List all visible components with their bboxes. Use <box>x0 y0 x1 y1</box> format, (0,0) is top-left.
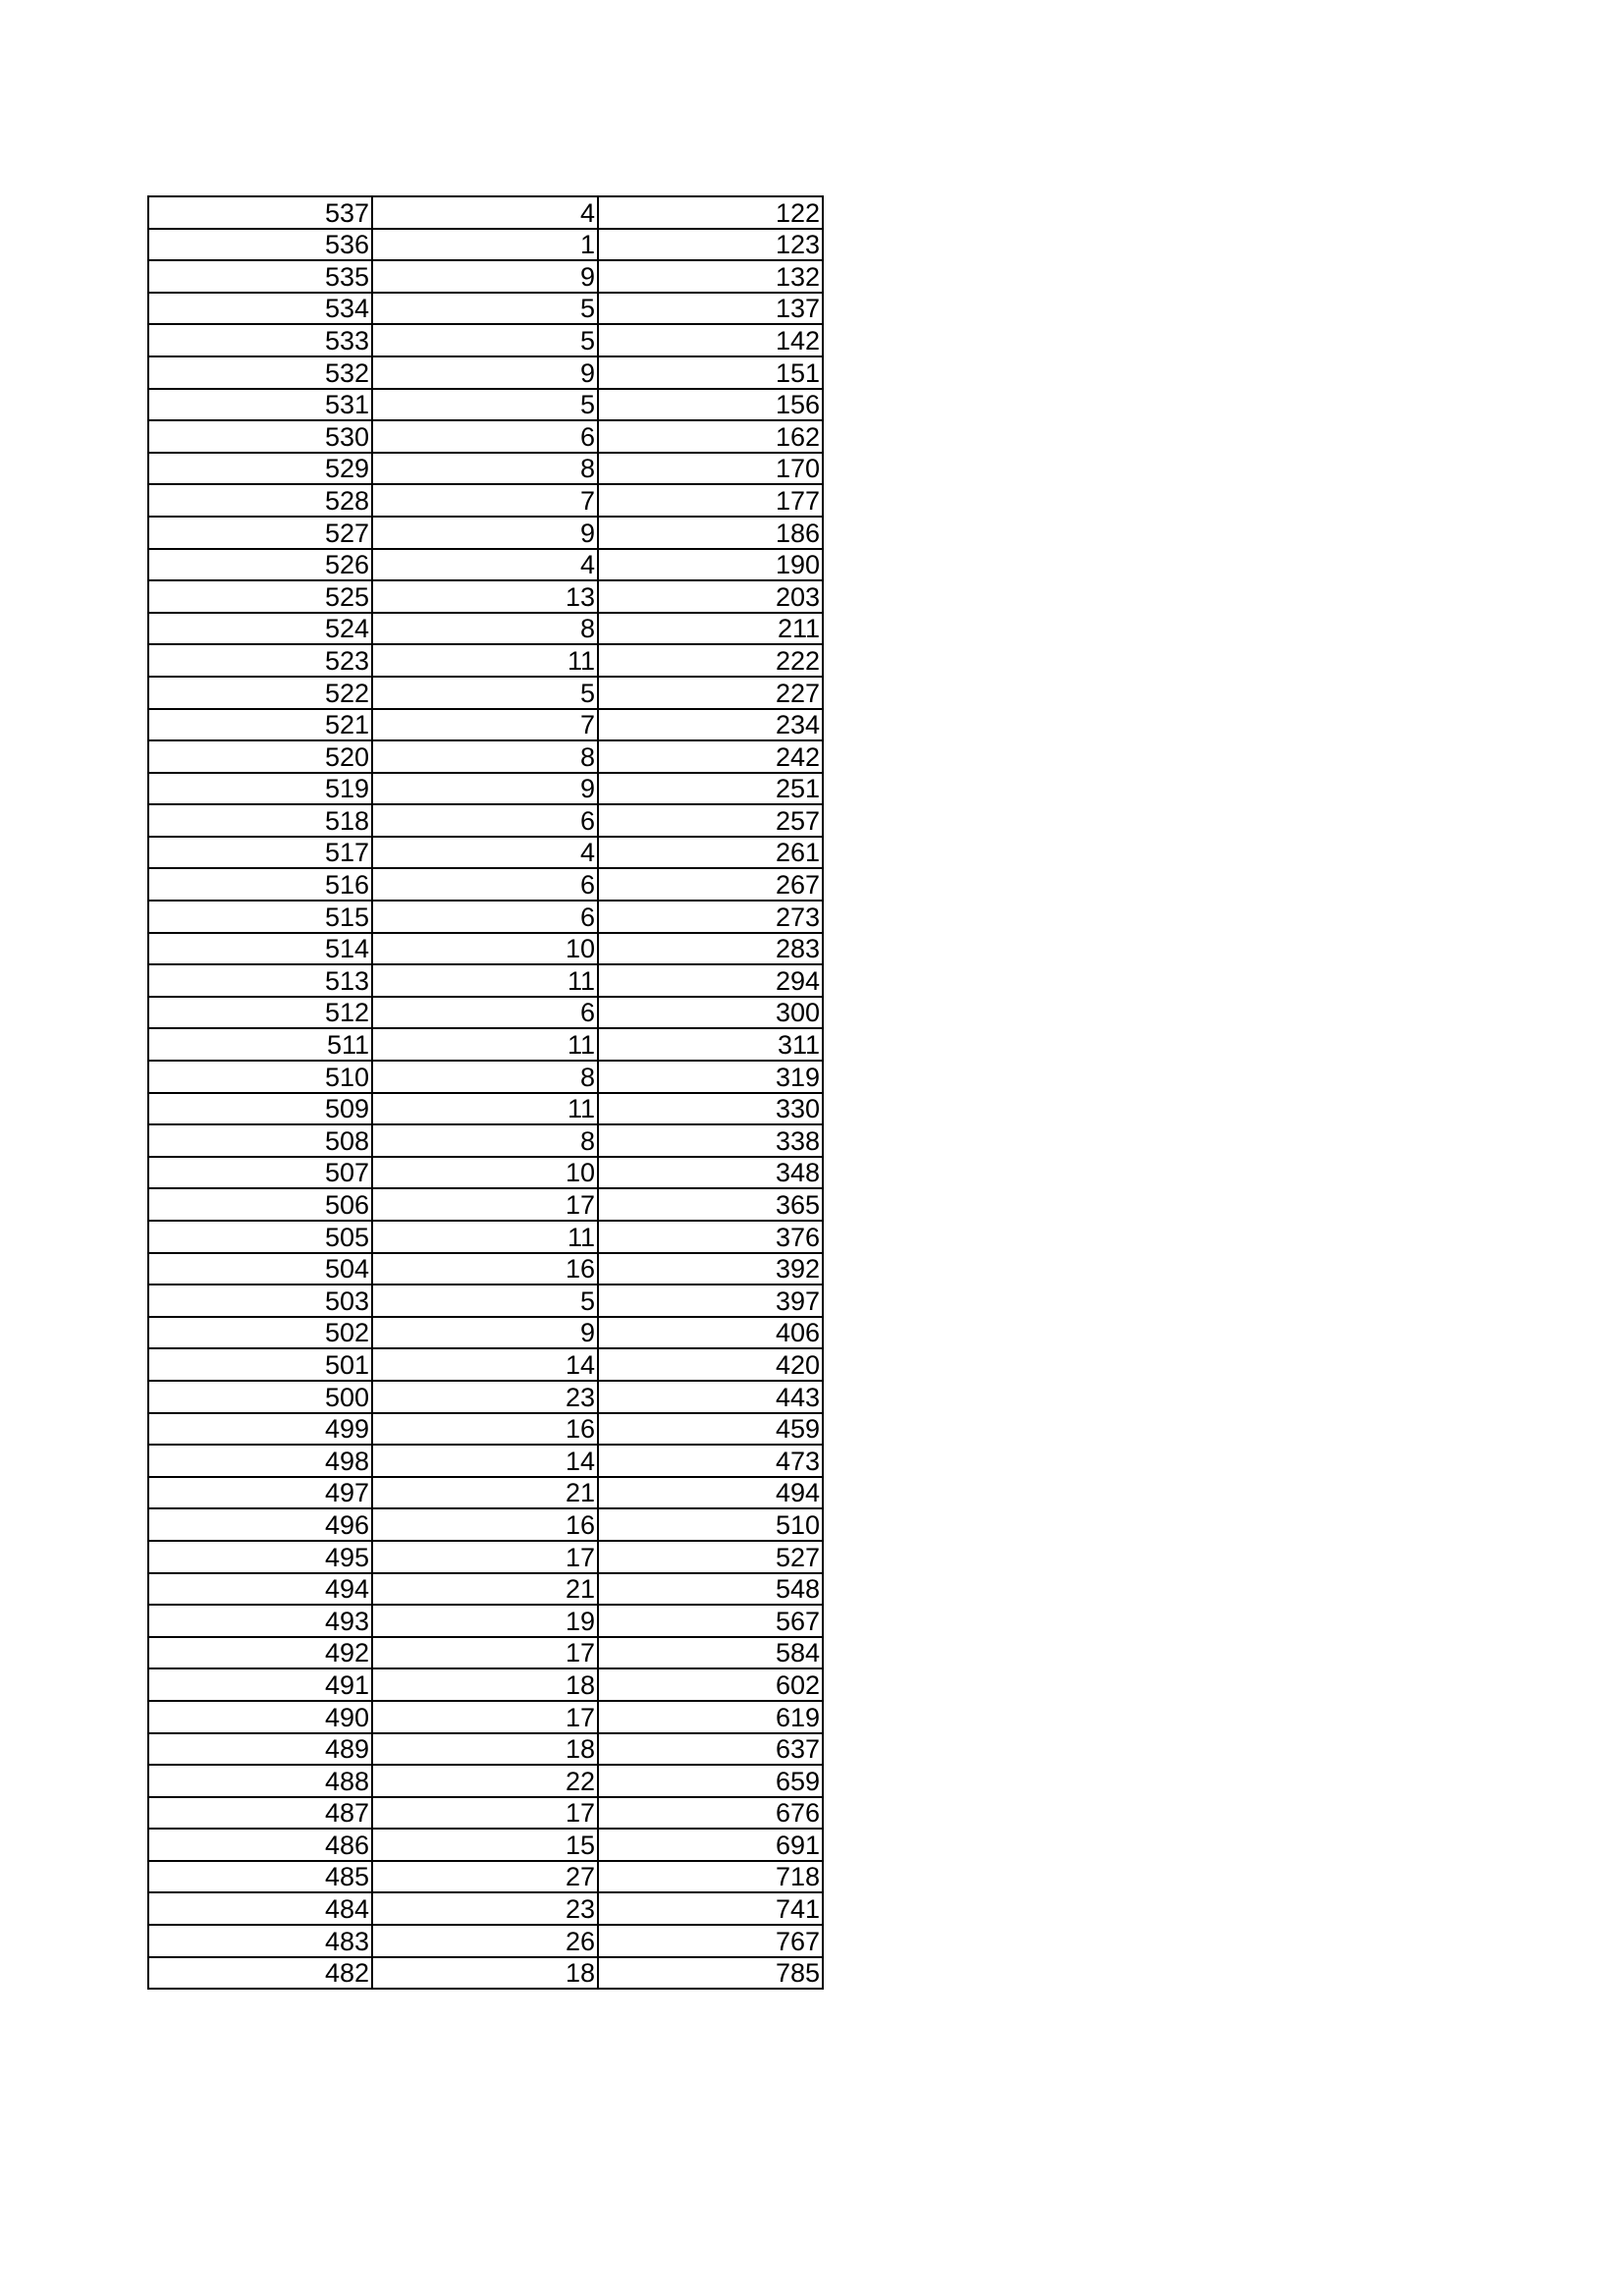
table-row <box>148 196 823 229</box>
score-cell: 502 <box>148 1317 372 1349</box>
score-cell: 501 <box>148 1348 372 1381</box>
table-row <box>148 1765 823 1797</box>
score-cell: 524 <box>148 613 372 645</box>
cumulative-cell: 186 <box>598 517 823 549</box>
count-cell: 5 <box>372 389 598 421</box>
count-cell: 27 <box>372 1861 598 1893</box>
cumulative-cell: 222 <box>598 644 823 677</box>
cumulative-cell: 376 <box>598 1221 823 1253</box>
cumulative-cell: 142 <box>598 324 823 356</box>
score-cell: 522 <box>148 677 372 709</box>
count-cell: 11 <box>372 1221 598 1253</box>
table-row <box>148 1605 823 1637</box>
table-row <box>148 1348 823 1381</box>
table-row <box>148 1829 823 1861</box>
score-cell: 510 <box>148 1061 372 1093</box>
score-cell: 483 <box>148 1925 372 1957</box>
table-row <box>148 1253 823 1285</box>
table-row <box>148 484 823 517</box>
table-row <box>148 837 823 869</box>
cumulative-cell: 659 <box>598 1765 823 1797</box>
count-cell: 17 <box>372 1797 598 1830</box>
cumulative-cell: 156 <box>598 389 823 421</box>
spreadsheet-page <box>147 195 824 1990</box>
score-cell: 523 <box>148 644 372 677</box>
table-row <box>148 1061 823 1093</box>
count-cell: 6 <box>372 804 598 837</box>
table-row <box>148 1093 823 1125</box>
score-cell: 504 <box>148 1253 372 1285</box>
count-cell: 18 <box>372 1668 598 1701</box>
count-cell: 17 <box>372 1637 598 1669</box>
cumulative-cell: 691 <box>598 1829 823 1861</box>
count-cell: 8 <box>372 453 598 485</box>
cumulative-cell: 190 <box>598 549 823 581</box>
count-cell: 15 <box>372 1829 598 1861</box>
table-row <box>148 1157 823 1189</box>
cumulative-cell: 227 <box>598 677 823 709</box>
score-cell: 496 <box>148 1508 372 1541</box>
cumulative-cell: 294 <box>598 964 823 997</box>
cumulative-cell: 348 <box>598 1157 823 1189</box>
table-row <box>148 1668 823 1701</box>
table-row <box>148 933 823 965</box>
cumulative-cell: 619 <box>598 1701 823 1733</box>
score-cell: 520 <box>148 740 372 773</box>
cumulative-cell: 338 <box>598 1124 823 1157</box>
score-cell: 535 <box>148 260 372 293</box>
table-row <box>148 580 823 613</box>
score-cell: 532 <box>148 356 372 389</box>
count-cell: 9 <box>372 773 598 805</box>
count-cell: 9 <box>372 356 598 389</box>
cumulative-cell: 767 <box>598 1925 823 1957</box>
cumulative-cell: 151 <box>598 356 823 389</box>
score-cell: 513 <box>148 964 372 997</box>
score-cell: 482 <box>148 1957 372 1990</box>
score-cell: 528 <box>148 484 372 517</box>
table-row <box>148 644 823 677</box>
table-row <box>148 613 823 645</box>
table-row <box>148 740 823 773</box>
cumulative-cell: 251 <box>598 773 823 805</box>
score-cell: 507 <box>148 1157 372 1189</box>
score-cell: 517 <box>148 837 372 869</box>
count-cell: 9 <box>372 1317 598 1349</box>
table-row <box>148 420 823 453</box>
count-cell: 5 <box>372 324 598 356</box>
cumulative-cell: 122 <box>598 196 823 229</box>
score-cell: 512 <box>148 997 372 1029</box>
table-row <box>148 1573 823 1606</box>
score-cell: 498 <box>148 1445 372 1477</box>
cumulative-cell: 392 <box>598 1253 823 1285</box>
cumulative-cell: 283 <box>598 933 823 965</box>
table-row <box>148 517 823 549</box>
score-cell: 503 <box>148 1285 372 1317</box>
score-cell: 491 <box>148 1668 372 1701</box>
score-cell: 533 <box>148 324 372 356</box>
score-cell: 493 <box>148 1605 372 1637</box>
score-cell: 515 <box>148 901 372 933</box>
table-row <box>148 324 823 356</box>
cumulative-cell: 718 <box>598 1861 823 1893</box>
score-cell: 495 <box>148 1541 372 1573</box>
count-cell: 19 <box>372 1605 598 1637</box>
count-cell: 14 <box>372 1445 598 1477</box>
cumulative-cell: 584 <box>598 1637 823 1669</box>
count-cell: 9 <box>372 517 598 549</box>
score-cell: 492 <box>148 1637 372 1669</box>
score-cell: 506 <box>148 1188 372 1221</box>
cumulative-cell: 132 <box>598 260 823 293</box>
cumulative-cell: 177 <box>598 484 823 517</box>
table-row <box>148 868 823 901</box>
score-cell: 494 <box>148 1573 372 1606</box>
count-cell: 26 <box>372 1925 598 1957</box>
score-cell: 500 <box>148 1381 372 1413</box>
table-row <box>148 1733 823 1766</box>
table-row <box>148 1413 823 1446</box>
table-body <box>148 196 823 1989</box>
score-cell: 526 <box>148 549 372 581</box>
table-row <box>148 1508 823 1541</box>
count-cell: 11 <box>372 644 598 677</box>
score-cell: 509 <box>148 1093 372 1125</box>
cumulative-cell: 676 <box>598 1797 823 1830</box>
count-cell: 6 <box>372 420 598 453</box>
table-row <box>148 260 823 293</box>
count-cell: 5 <box>372 1285 598 1317</box>
cumulative-cell: 261 <box>598 837 823 869</box>
table-row <box>148 1477 823 1509</box>
table-row <box>148 453 823 485</box>
score-cell: 527 <box>148 517 372 549</box>
count-cell: 14 <box>372 1348 598 1381</box>
table-row <box>148 293 823 325</box>
cumulative-cell: 637 <box>598 1733 823 1766</box>
cumulative-cell: 527 <box>598 1541 823 1573</box>
cumulative-cell: 257 <box>598 804 823 837</box>
cumulative-cell: 170 <box>598 453 823 485</box>
count-cell: 11 <box>372 1093 598 1125</box>
table-row <box>148 709 823 741</box>
cumulative-cell: 420 <box>598 1348 823 1381</box>
table-row <box>148 901 823 933</box>
score-cell: 518 <box>148 804 372 837</box>
data-table <box>147 195 824 1990</box>
count-cell: 16 <box>372 1253 598 1285</box>
cumulative-cell: 443 <box>598 1381 823 1413</box>
count-cell: 18 <box>372 1733 598 1766</box>
table-row <box>148 804 823 837</box>
table-row <box>148 1221 823 1253</box>
cumulative-cell: 473 <box>598 1445 823 1477</box>
score-cell: 497 <box>148 1477 372 1509</box>
count-cell: 16 <box>372 1413 598 1446</box>
score-cell: 531 <box>148 389 372 421</box>
cumulative-cell: 319 <box>598 1061 823 1093</box>
score-cell: 521 <box>148 709 372 741</box>
table-row <box>148 1028 823 1061</box>
score-cell: 490 <box>148 1701 372 1733</box>
cumulative-cell: 211 <box>598 613 823 645</box>
count-cell: 23 <box>372 1892 598 1925</box>
cumulative-cell: 602 <box>598 1668 823 1701</box>
score-cell: 514 <box>148 933 372 965</box>
cumulative-cell: 459 <box>598 1413 823 1446</box>
cumulative-cell: 494 <box>598 1477 823 1509</box>
count-cell: 10 <box>372 1157 598 1189</box>
count-cell: 13 <box>372 580 598 613</box>
count-cell: 8 <box>372 1061 598 1093</box>
count-cell: 6 <box>372 868 598 901</box>
count-cell: 10 <box>372 933 598 965</box>
table-row <box>148 1637 823 1669</box>
cumulative-cell: 203 <box>598 580 823 613</box>
score-cell: 487 <box>148 1797 372 1830</box>
table-row <box>148 1317 823 1349</box>
count-cell: 4 <box>372 549 598 581</box>
score-cell: 488 <box>148 1765 372 1797</box>
cumulative-cell: 330 <box>598 1093 823 1125</box>
cumulative-cell: 510 <box>598 1508 823 1541</box>
score-cell: 529 <box>148 453 372 485</box>
table-row <box>148 356 823 389</box>
score-cell: 537 <box>148 196 372 229</box>
score-cell: 534 <box>148 293 372 325</box>
table-row <box>148 549 823 581</box>
score-cell: 505 <box>148 1221 372 1253</box>
count-cell: 7 <box>372 709 598 741</box>
table-row <box>148 229 823 261</box>
table-row <box>148 964 823 997</box>
score-cell: 508 <box>148 1124 372 1157</box>
cumulative-cell: 365 <box>598 1188 823 1221</box>
score-cell: 536 <box>148 229 372 261</box>
cumulative-cell: 242 <box>598 740 823 773</box>
score-cell: 511 <box>148 1028 372 1061</box>
count-cell: 11 <box>372 964 598 997</box>
table-row <box>148 1188 823 1221</box>
table-row <box>148 1925 823 1957</box>
count-cell: 5 <box>372 293 598 325</box>
count-cell: 17 <box>372 1541 598 1573</box>
count-cell: 7 <box>372 484 598 517</box>
table-row <box>148 389 823 421</box>
cumulative-cell: 234 <box>598 709 823 741</box>
score-cell: 530 <box>148 420 372 453</box>
score-cell: 485 <box>148 1861 372 1893</box>
count-cell: 9 <box>372 260 598 293</box>
table-row <box>148 1285 823 1317</box>
cumulative-cell: 567 <box>598 1605 823 1637</box>
count-cell: 1 <box>372 229 598 261</box>
count-cell: 21 <box>372 1477 598 1509</box>
count-cell: 23 <box>372 1381 598 1413</box>
table-row <box>148 1861 823 1893</box>
count-cell: 17 <box>372 1188 598 1221</box>
table-row <box>148 1541 823 1573</box>
count-cell: 8 <box>372 1124 598 1157</box>
table-row <box>148 1797 823 1830</box>
score-cell: 499 <box>148 1413 372 1446</box>
count-cell: 22 <box>372 1765 598 1797</box>
count-cell: 21 <box>372 1573 598 1606</box>
count-cell: 6 <box>372 901 598 933</box>
score-cell: 486 <box>148 1829 372 1861</box>
count-cell: 11 <box>372 1028 598 1061</box>
cumulative-cell: 137 <box>598 293 823 325</box>
score-cell: 484 <box>148 1892 372 1925</box>
table-row <box>148 1957 823 1990</box>
cumulative-cell: 273 <box>598 901 823 933</box>
table-row <box>148 1381 823 1413</box>
count-cell: 18 <box>372 1957 598 1990</box>
count-cell: 17 <box>372 1701 598 1733</box>
count-cell: 4 <box>372 837 598 869</box>
cumulative-cell: 300 <box>598 997 823 1029</box>
cumulative-cell: 548 <box>598 1573 823 1606</box>
table-row <box>148 773 823 805</box>
score-cell: 525 <box>148 580 372 613</box>
count-cell: 6 <box>372 997 598 1029</box>
cumulative-cell: 397 <box>598 1285 823 1317</box>
count-cell: 16 <box>372 1508 598 1541</box>
cumulative-cell: 123 <box>598 229 823 261</box>
count-cell: 8 <box>372 740 598 773</box>
cumulative-cell: 785 <box>598 1957 823 1990</box>
cumulative-cell: 267 <box>598 868 823 901</box>
table-row <box>148 677 823 709</box>
table-row <box>148 1892 823 1925</box>
score-cell: 519 <box>148 773 372 805</box>
cumulative-cell: 741 <box>598 1892 823 1925</box>
score-cell: 516 <box>148 868 372 901</box>
table-row <box>148 997 823 1029</box>
cumulative-cell: 162 <box>598 420 823 453</box>
table-row <box>148 1124 823 1157</box>
count-cell: 8 <box>372 613 598 645</box>
cumulative-cell: 311 <box>598 1028 823 1061</box>
count-cell: 4 <box>372 196 598 229</box>
count-cell: 5 <box>372 677 598 709</box>
score-cell: 489 <box>148 1733 372 1766</box>
table-row <box>148 1445 823 1477</box>
table-row <box>148 1701 823 1733</box>
cumulative-cell: 406 <box>598 1317 823 1349</box>
